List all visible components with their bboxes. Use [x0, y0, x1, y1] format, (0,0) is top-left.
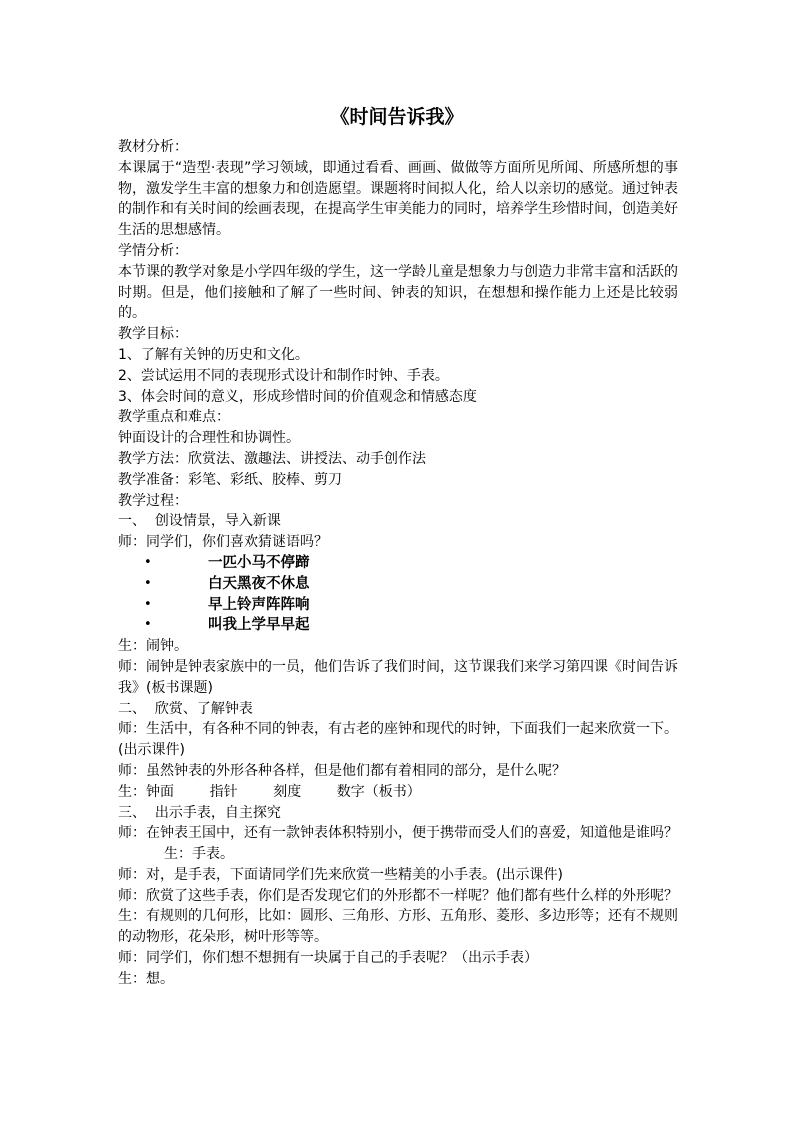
- list-item: [118, 574, 678, 595]
- goal-item-1: 1、了解有关钟的历史和文化。: [118, 346, 309, 363]
- process-step-3-heading: 三、 出示手表，自主探究: [118, 804, 281, 821]
- teacher-watch-question: [118, 823, 678, 865]
- goal-item-3: 3、体会时间的意义，形成珍惜时间的价值观念和情感态度: [118, 388, 477, 405]
- document-body: [118, 137, 678, 990]
- bullet-icon: •: [144, 575, 152, 591]
- teaching-methods: 教学方法：欣赏法、激趣法、讲授法、动手创作法: [118, 450, 426, 467]
- section-heading-material: 教材分析：: [118, 139, 188, 155]
- list-item: [118, 553, 678, 574]
- student-answer-yes: 生：想。: [118, 970, 174, 987]
- teacher-clocks-intro: 师：生活中，有各种不同的钟表，有古老的座钟和现代的时钟，下面我们一起来欣赏一下。(出示课件): [118, 721, 678, 759]
- section-heading-key-points: 教学重点和难点：: [118, 409, 230, 426]
- riddle-list: [118, 553, 678, 636]
- teacher-own-watch: 师：同学们，你们想不想拥有一块属于自己的手表呢？（出示手表）: [118, 950, 538, 967]
- paragraph-student-analysis: 本节课的教学对象是小学四年级的学生，这一学龄儿童是想象力与创造力非常丰富和活跃的时期。但是，他们接触和了解了一些时间、钟表的知识，在想想和操作能力上还是比较弱的。: [118, 263, 678, 322]
- section-heading-process: 教学过程：: [118, 492, 188, 509]
- key-points-text: 钟面设计的合理性和协调性。: [118, 430, 300, 447]
- teacher-question-parts: 师：虽然钟表的外形各种各样，但是他们都有着相同的部分，是什么呢？: [118, 762, 566, 779]
- teaching-materials: 教学准备：彩笔、彩纸、胶棒、剪刀: [118, 471, 342, 488]
- riddle-line: 一匹小马不停蹄: [208, 554, 310, 571]
- riddle-line: 早上铃声阵阵响: [208, 596, 310, 613]
- student-answer-watch: 生：手表。: [164, 846, 234, 863]
- bullet-icon: •: [144, 617, 152, 633]
- teacher-intro-lesson: 师：闹钟是钟表家族中的一员，他们告诉了我们时间，这节课我们来学习第四课《时间告诉我》(板书课题): [118, 658, 678, 696]
- document-title: 《时间告诉我》: [330, 106, 464, 128]
- teacher-watch-text: 师：在钟表王国中，还有一款钟表体积特别小，便于携带而受人们的喜爱，知道他是谁吗？: [118, 825, 678, 842]
- list-item: [118, 615, 678, 636]
- riddle-line: 白天黑夜不休息: [208, 575, 310, 592]
- bullet-icon: •: [144, 596, 152, 612]
- process-step-2-heading: 二、 欣赏、了解钟表: [118, 700, 253, 717]
- process-step-1-heading: 一、 创设情景，导入新课: [118, 513, 281, 530]
- student-shapes-answer: 生：有规则的几何形，比如：圆形、三角形、方形、五角形、菱形、多边形等；还有不规则的动物形，花朵形，树叶形等等。: [118, 908, 678, 946]
- teacher-shapes-question: 师：欣赏了这些手表，你们是否发现它们的外形都不一样呢？他们都有些什么样的外形呢？: [118, 887, 678, 904]
- paragraph-material-analysis: 本课属于“造型·表现”学习领域，即通过看看、画画、做做等方面所见所闻、所感所想的事物，激发学生丰富的想象力和创造愿望。课题将时间拟人化，给人以亲切的感觉。通过钟表的制作和有关时间的绘画表现，在提高学生审美能力的同时，培养学生珍惜时间，创造美好生活的思想感情。: [118, 159, 678, 239]
- riddle-line: 叫我上学早早起: [208, 617, 310, 634]
- list-item: [118, 595, 678, 616]
- student-answer-alarm: 生：闹钟。: [118, 638, 188, 655]
- section-heading-goals: 教学目标：: [118, 326, 188, 343]
- goal-item-2: 2、尝试运用不同的表现形式设计和制作时钟、手表。: [118, 367, 449, 384]
- teacher-line-riddle: 师：同学们，你们喜欢猜谜语吗？: [118, 534, 328, 551]
- student-answer-parts: 生：钟面 指针 刻度 数字（板书）: [118, 783, 421, 800]
- teacher-watch-show: 师：对，是手表，下面请同学们先来欣赏一些精美的小手表。(出示课件): [118, 866, 563, 883]
- section-heading-students: 学情分析：: [118, 242, 188, 259]
- bullet-icon: •: [144, 554, 152, 570]
